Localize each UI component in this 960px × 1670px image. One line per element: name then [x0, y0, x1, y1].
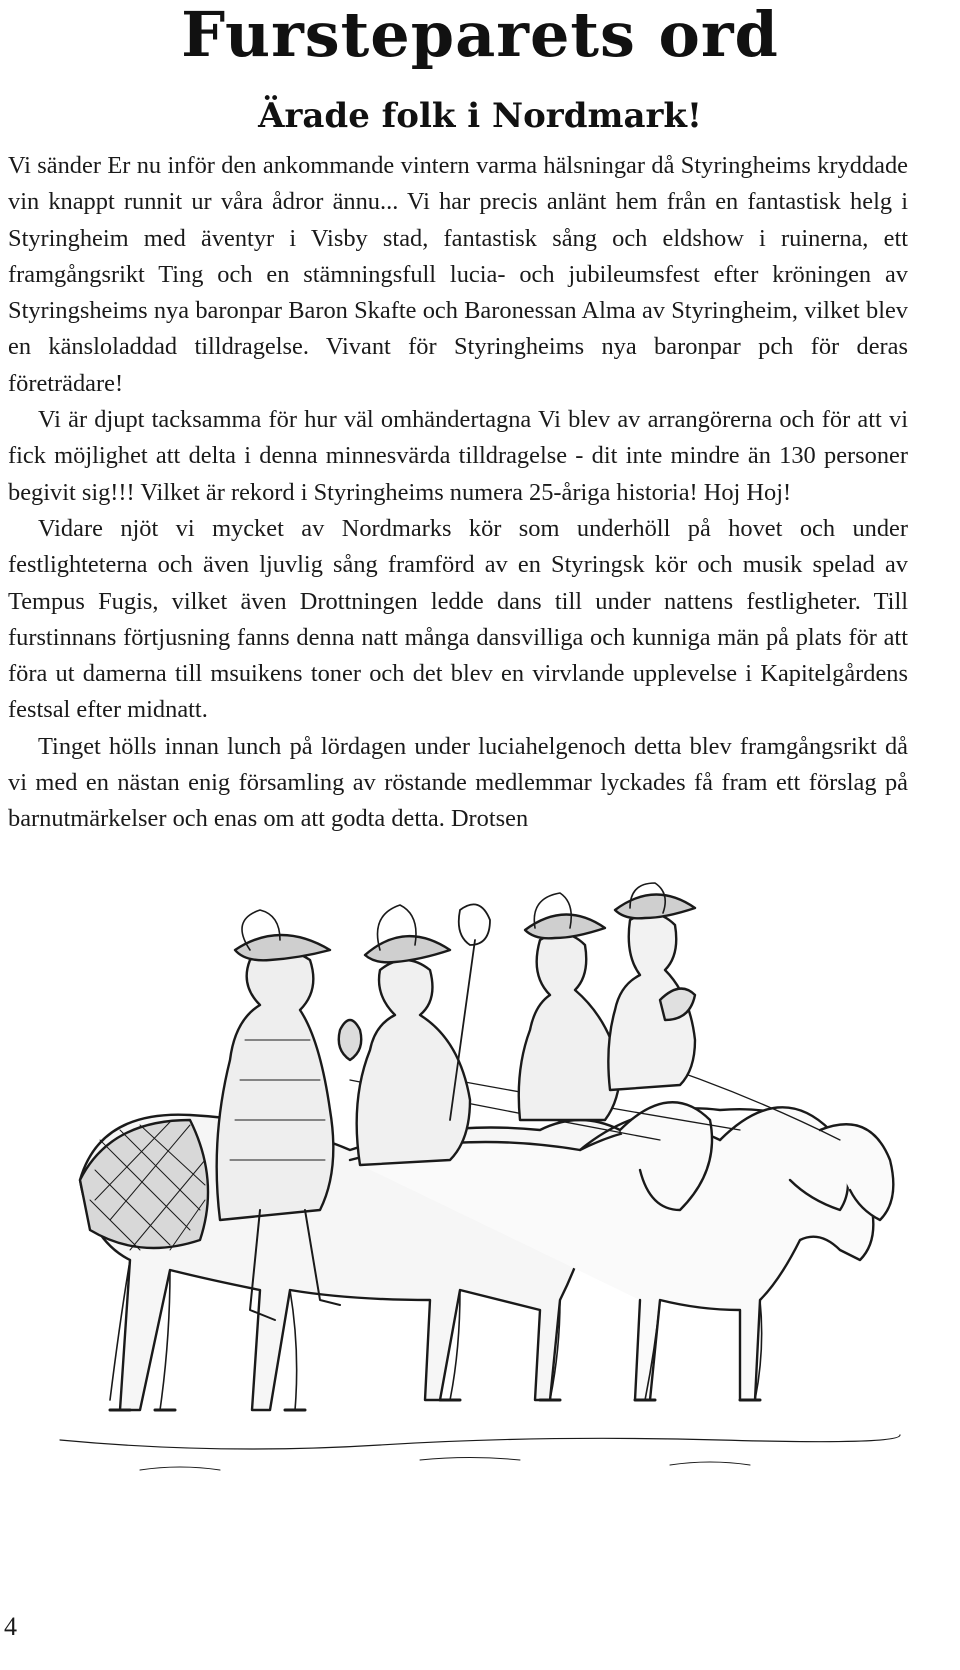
article-body [8, 148, 908, 838]
paragraph-3: Vidare njöt vi mycket av Nordmarks kör som underhöll på hovet och under festlighteterna och även ljuvlig sång framförd av en Styringsk kör och musik spelad av Tempus Fugis, vilket även Drottningen ledde dans till under nattens festligheter. Till furstinnans förtjusning fanns denna natt många dansvilliga och kunniga män på plats för att föra ut damerna till msuikens toner och det blev en virvlande upplevelse i Kapitelgårdens festsal efter midnatt. [8, 514, 908, 724]
riders-woodcut-illustration [20, 880, 920, 1540]
paragraph-4: Tinget hölls innan lunch på lördagen under luciahelgenoch detta blev framgångsrikt då vi med en nästan enig församling av röstande medlemmar lyckades få fram ett förslag på barnutmärkelser och enas om att godta detta. Drotsen [8, 732, 908, 833]
page-title: Fursteparets ord [181, 0, 779, 71]
paragraph-2: Vi är djupt tacksamma för hur väl omhändertagna Vi blev av arrangörerna och för att vi fick möjlighet att delta i denna minnesvärda tilldragelse - dit inte mindre än 130 personer begivit sig!!! Vilket är rekord i Styringheims numera 25-åriga historia! Hoj Hoj! [8, 406, 908, 506]
paragraph-1: Vi sänder Er nu inför den ankommande vintern varma hälsningar då Styringheims kryddade vin knappt runnit ur våra ådror ännu... Vi har precis anlänt hem från en fantastisk helg i Styringheim med äventyr i Visby stad, fantastisk sång och eldshow i ruinerna, ett framgångsrikt Ting och en stämningsfull lucia- och jubileumsfest efter kröningen av Styringsheims nya baronpar Baron Skafte och Baronessan Alma av Styringheim, vilket blev en känsloladdad tilldragelse. Vivant för Styringheims nya baronpar pch för deras företrädare! [8, 152, 908, 397]
greeting-heading: Ärade folk i Nordmark! [258, 96, 702, 136]
page-number: 4 [4, 1612, 17, 1641]
